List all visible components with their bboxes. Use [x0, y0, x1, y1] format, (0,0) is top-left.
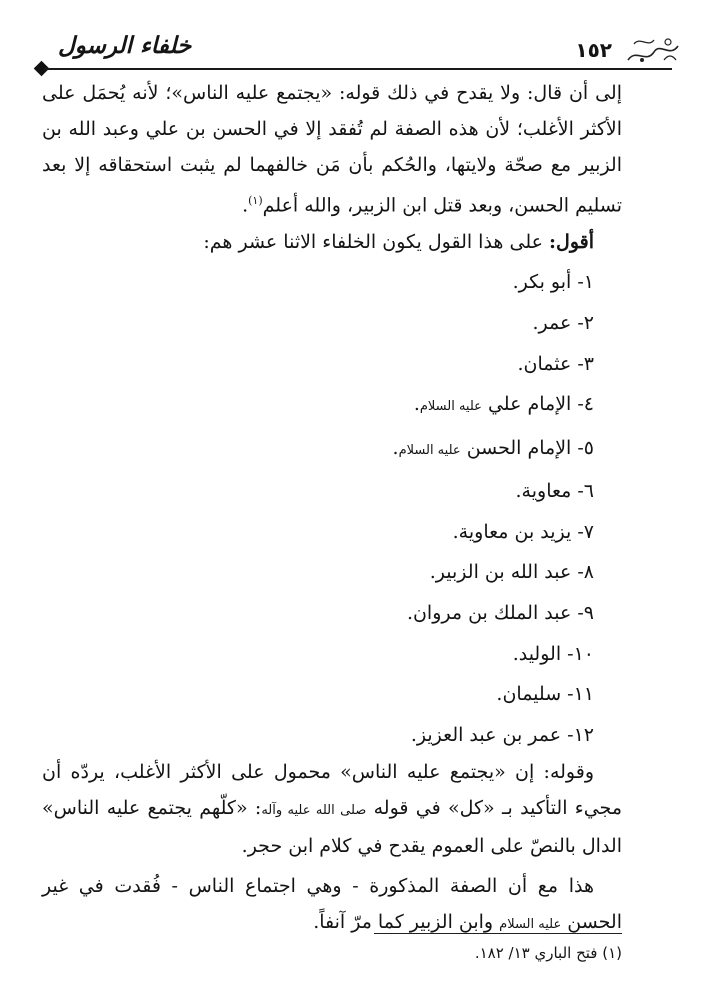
- paragraph-intro: أقول: على هذا القول يكون الخلفاء الاثنا عشر هم:: [203, 230, 594, 253]
- honorific-glyph: عليه السلام: [398, 442, 461, 458]
- list-item: ٣- عثمان.: [517, 352, 594, 375]
- list-item: ١- أبو بكر.: [512, 271, 594, 294]
- page-number: ١٥٢: [575, 38, 612, 62]
- list-item: ١١- سليمان.: [496, 683, 594, 706]
- list-item: ٢- عمر.: [532, 311, 594, 334]
- list-item: ٩- عبد الملك بن مروان.: [406, 602, 594, 625]
- paragraph-lead: أقول:: [549, 230, 594, 253]
- list-item: ٦- معاوية.: [515, 480, 594, 503]
- running-title: خلفاء الرسول: [58, 32, 192, 59]
- paragraph-argument: وقوله: إن «يجتمع عليه الناس» محمول على الأكثر الأغلب، يردّه أن مجيء التأكيد بـ «كل» في قوله صلى الله عليه وآله: «كلّهم يجتمع عليه الناس» الدال بالنصّ على العموم يقدح في كلام ابن حجر.: [42, 761, 622, 858]
- honorific-glyph: عليه السلام: [499, 916, 562, 932]
- body-text: [42, 76, 622, 942]
- footnote-ref: (١): [248, 194, 263, 208]
- page-header: [30, 26, 682, 74]
- footnote: (١) فتح الباري ١٣/ ١٨٢.: [474, 944, 622, 962]
- list-item: ٥- الإمام الحسن عليه السلام.: [392, 436, 594, 459]
- paragraph-conclusion: هذا مع أن الصفة المذكورة - وهي اجتماع الناس - فُقدت في غير الحسن عليه السلام وابن الزبير كما مرّ آنفاً.: [42, 874, 622, 933]
- list-item: ٨- عبد الله بن الزبير.: [429, 561, 594, 584]
- list-item: ١٢- عمر بن عبد العزيز.: [410, 723, 594, 746]
- header-rule: [44, 68, 672, 70]
- honorific-glyph: عليه السلام: [419, 399, 482, 415]
- list-item: ٤- الإمام علي عليه السلام.: [413, 393, 594, 416]
- list-item: ٧- يزيد بن معاوية.: [452, 520, 594, 543]
- paragraph-quote: إلى أن قال: ولا يقدح في ذلك قوله: «يجتمع عليه الناس»؛ لأنه يُحمَل على الأكثر الأغلب؛ لأن هذه الصفة لم تُفقد إلا في الحسن بن علي وعبد الله بن الزبير مع صحّة ولايتها، والحُكم بأن مَن خالفهما لم يثبت استحقاقه إلا بعد تسليم الحسن، وبعد قتل ابن الزبير، والله أعلم$^{(١)}$.: [42, 82, 622, 217]
- honorific-glyph: صلى الله عليه وآله: [261, 803, 367, 819]
- list-item: ١٠- الوليد.: [512, 642, 594, 665]
- floral-ornament-icon: [624, 30, 682, 70]
- footnote-rule: [374, 933, 622, 934]
